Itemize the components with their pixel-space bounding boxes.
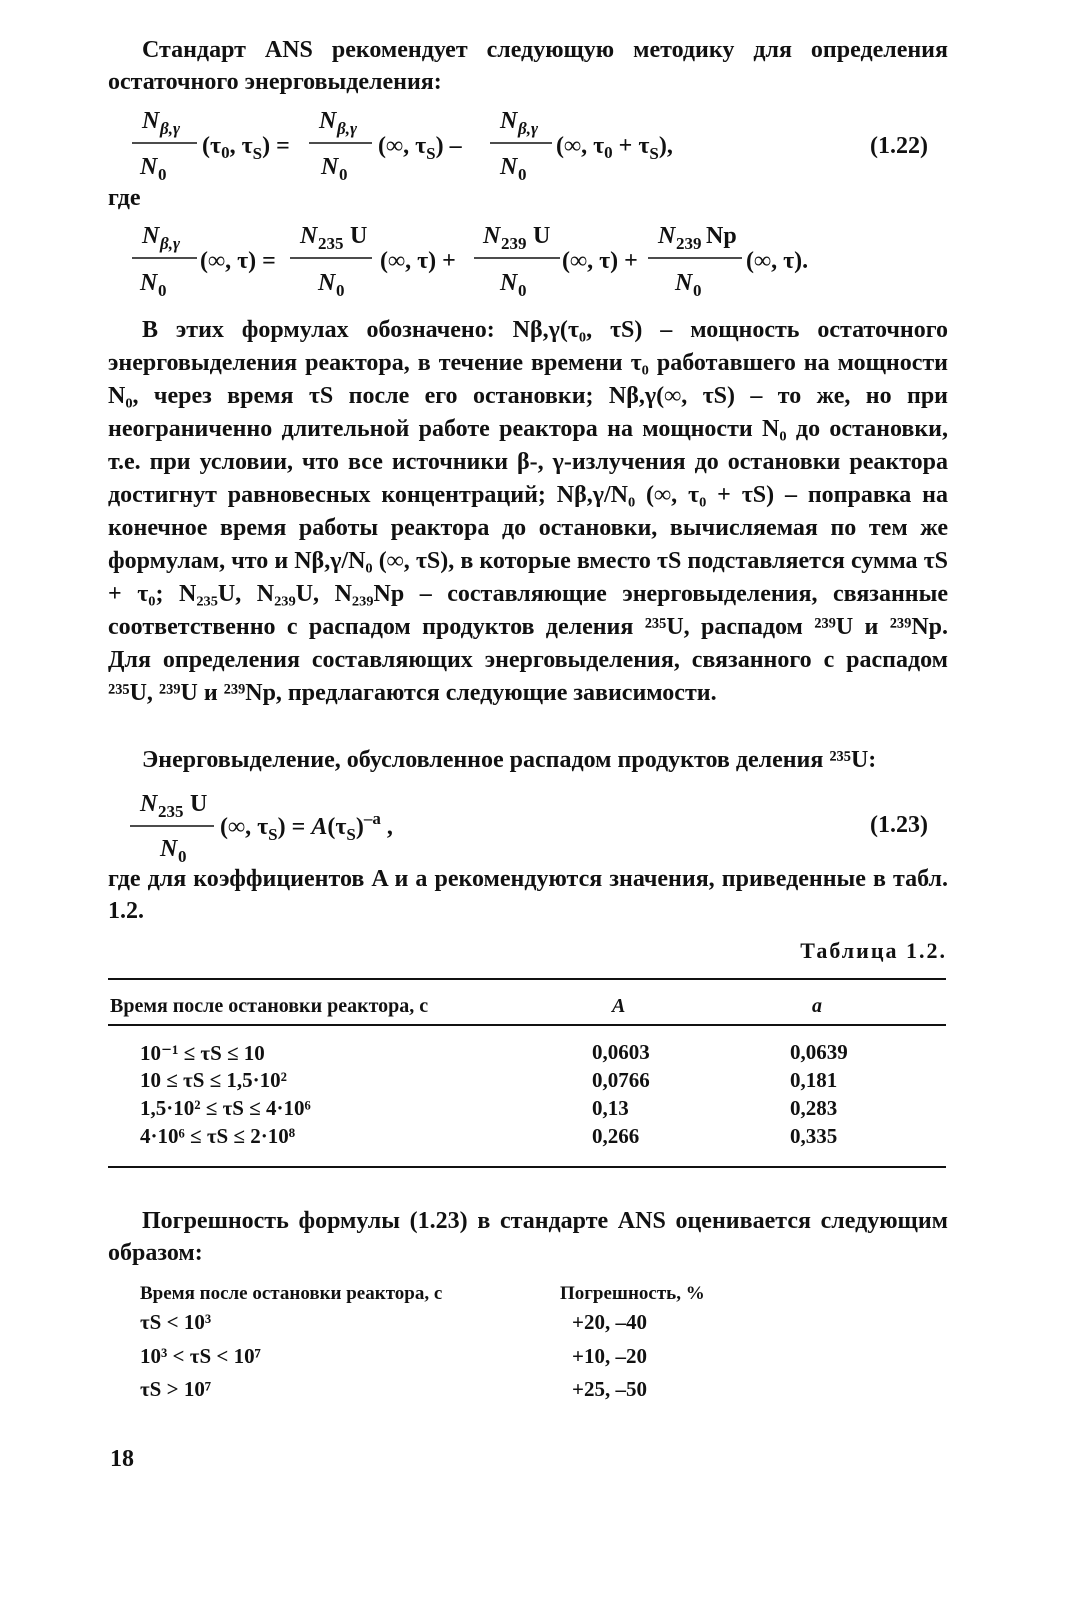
svg-text:N: N [140, 270, 158, 296]
svg-text:β,γ: β,γ [337, 119, 358, 138]
equation-1-22 [132, 108, 673, 184]
svg-text:0: 0 [178, 847, 187, 866]
svg-text:N: N [658, 223, 676, 249]
table-caption: Таблица 1.2. [800, 938, 947, 963]
svg-text:0: 0 [158, 281, 167, 300]
svg-text:N: N [319, 108, 337, 134]
svg-text:(∞, τ) =: (∞, τ) = [200, 248, 276, 274]
svg-text:(∞, τ).: (∞, τ). [746, 248, 809, 274]
svg-text:0: 0 [693, 281, 702, 300]
svg-text:N: N [321, 154, 339, 180]
svg-text:(∞, τ) +: (∞, τ) + [380, 248, 456, 274]
svg-text:235: 235 [318, 234, 344, 253]
table-header-rule [108, 1024, 946, 1026]
error-intro-paragraph: Погрешность формулы (1.23) в стандарте ANS оценивается следующим образом: [108, 1208, 948, 1266]
svg-text:N: N [318, 270, 336, 296]
svg-text:N: N [300, 223, 318, 249]
table-header-a: a [812, 995, 822, 1017]
svg-text:235: 235 [158, 802, 184, 821]
svg-text:(∞, τS) –: (∞, $\tau_S$) – [378, 133, 462, 163]
svg-text:N: N [140, 791, 158, 817]
svg-text:0: 0 [518, 281, 527, 300]
svg-text:β,γ: β,γ [518, 119, 539, 138]
definitions-paragraph: В этих формулах обозначено: Nβ,γ(τ₀, τS) – мощность остаточного энерговыделения реактора, в течение времени τ₀ работавшего на мощности N₀, через время τS после его остановки; Nβ,γ(∞, τS) – то же, но при неограниченно длительной работе реактора на мощности N₀ до остановки, т.е. при условии, что все источники β-, γ-излучения до остановки реактора достигнут равновесных концентраций; Nβ,γ/N₀ (∞, τ₀ + τS) – поправка на конечное время работы реактора до остановки, вычисляемая по тем же формулам, что и Nβ,γ/N₀ (∞, τS), в которые вместо τS подставляется сумма τS + τ₀; N₂₃₅U, N₂₃₉U, N₂₃₉Np – составляющие энерговыделения, связанные соответственно с распадом продуктов деления ²³⁵U, распадом ²³⁹U и ²³⁹Np. Для определения составляющих энерговыделения, связанного с распадом ²³⁵U, ²³⁹U и ²³⁹Np, предлагаются следующие зависимости. [108, 317, 948, 706]
equation-components [132, 223, 808, 300]
svg-text:N: N [675, 270, 693, 296]
equation-number-1-22: (1.22) [870, 133, 928, 159]
svg-text:N: N [142, 108, 160, 134]
svg-text:239: 239 [676, 234, 702, 253]
svg-text:0: 0 [518, 165, 527, 184]
svg-text:(∞, τ) +: (∞, τ) + [562, 248, 638, 274]
table-top-rule [108, 978, 946, 980]
svg-text:0: 0 [339, 165, 348, 184]
error-header-time: Время после остановки реактора, с [140, 1283, 443, 1304]
where-label: где [108, 185, 141, 211]
error-header-percent: Погрешность, % [560, 1283, 705, 1304]
svg-text:N: N [483, 223, 501, 249]
document-page: Стандарт ANS рекомендует следующую методику для определения остаточного энерговыделения: N β,γ N 0 ($\tau_0$, $\tau_S$) = N β,γ N 0 (∞, $\tau_S$) – N β,γ N 0 (∞, $\tau_0 + \tau_S$), N β,γ N 0 (∞, τ) = N 235 U N 0 (∞, τ) + N 239 U N 0 (∞, τ) + N 239 Np N 0 (∞, τ). N 235 U N 0 (∞, $\tau_S) = A(\tau_S)^{-a}$ , (1.22) где В этих формулах обозначено: Nβ,γ(τ₀, τS) – мощность остаточного энерговыделения реактора, в течение времени τ₀ работавшего на мощности N₀, через время τS после его остановки; Nβ,γ(∞, τS) – то же, но при неограниченно длительной работе реактора на мощности N₀ до остановки, т.е. при условии, что все источники β-, γ-излучения до остановки реактора достигнут равновесных концентраций; Nβ,γ/N₀ (∞, τ₀ + τS) – поправка на конечное время работы реактора до остановки, вычисляемая по тем же формулам, что и Nβ,γ/N₀ (∞, τS), в которые вместо τS подставляется сумма τS + τ₀; N₂₃₅U, N₂₃₉U, N₂₃₉Np – составляющие энерговыделения, связанные соответственно с распадом продуктов деления ²³⁵U, распадом ²³⁹U и ²³⁹Np. Для определения составляющих энерговыделения, связанного с распадом ²³⁵U, ²³⁹U и ²³⁹Np, предлагаются следующие зависимости. Энерговыделение, обусловленное распадом продуктов деления ²³⁵U: (1.23) где для коэффициентов A и a рекомендуются значения, приведенные в табл. 1.2. Таблица 1.2. Время после остановки реактора, с A a 10⁻¹ ≤ τS ≤ 10 0,0603 0,0639 10 ≤ τS ≤ 1,5·10² 0,0766 0,181 1,5·10² ≤ τS ≤ 4·10⁶ 0,13 0,283 4·10⁶ ≤ τS ≤ 2·10⁸ 0,266 0,335 Погрешность формулы (1.23) в стандарте ANS оценивается следующим образом: Время после остановки реактора, с Погрешность, % τS < 10³ +20, –40 10³ < τS < 10⁷ +10, –20 τS > 10⁷ +25, –50 18 [0, 0, 1077, 1600]
coefficients-paragraph: где для коэффициентов A и a рекомендуются значения, приведенные в табл. 1.2. [108, 866, 948, 924]
u235-paragraph: Энерговыделение, обусловленное распадом продуктов деления ²³⁵U: [142, 747, 877, 773]
svg-text:N: N [160, 836, 178, 862]
svg-text:N: N [142, 223, 160, 249]
svg-text:U: U [190, 791, 208, 817]
table-header-time: Время после остановки реактора, с [110, 995, 429, 1017]
svg-text:(∞, τ0 + τS),: (∞, $\tau_0 + \tau_S$), [556, 133, 673, 163]
equation-1-23 [130, 791, 393, 866]
svg-text:U: U [533, 223, 551, 249]
svg-text:β,γ: β,γ [160, 234, 181, 253]
svg-text:Np: Np [706, 223, 737, 249]
intro-paragraph: Стандарт ANS рекомендует следующую методику для определения остаточного энерговыделения: [108, 37, 948, 95]
svg-text:(∞, τS) = A(τS)–a ,: (∞, $\tau_S) = A(\tau_S)^{-a}$ , [220, 809, 393, 844]
page-number: 18 [110, 1446, 134, 1472]
svg-text:β,γ: β,γ [160, 119, 181, 138]
table-bottom-rule [108, 1166, 946, 1168]
svg-text:U: U [350, 223, 368, 249]
equation-number-1-23: (1.23) [870, 812, 928, 838]
table-header-A: A [612, 995, 626, 1017]
svg-text:N: N [140, 154, 158, 180]
svg-text:(τ0, τS) =: ($\tau_0$, $\tau_S$) = [202, 133, 290, 163]
svg-text:N: N [500, 154, 518, 180]
svg-text:239: 239 [501, 234, 527, 253]
svg-text:0: 0 [158, 165, 167, 184]
svg-text:N: N [500, 108, 518, 134]
svg-text:0: 0 [336, 281, 345, 300]
svg-text:N: N [500, 270, 518, 296]
